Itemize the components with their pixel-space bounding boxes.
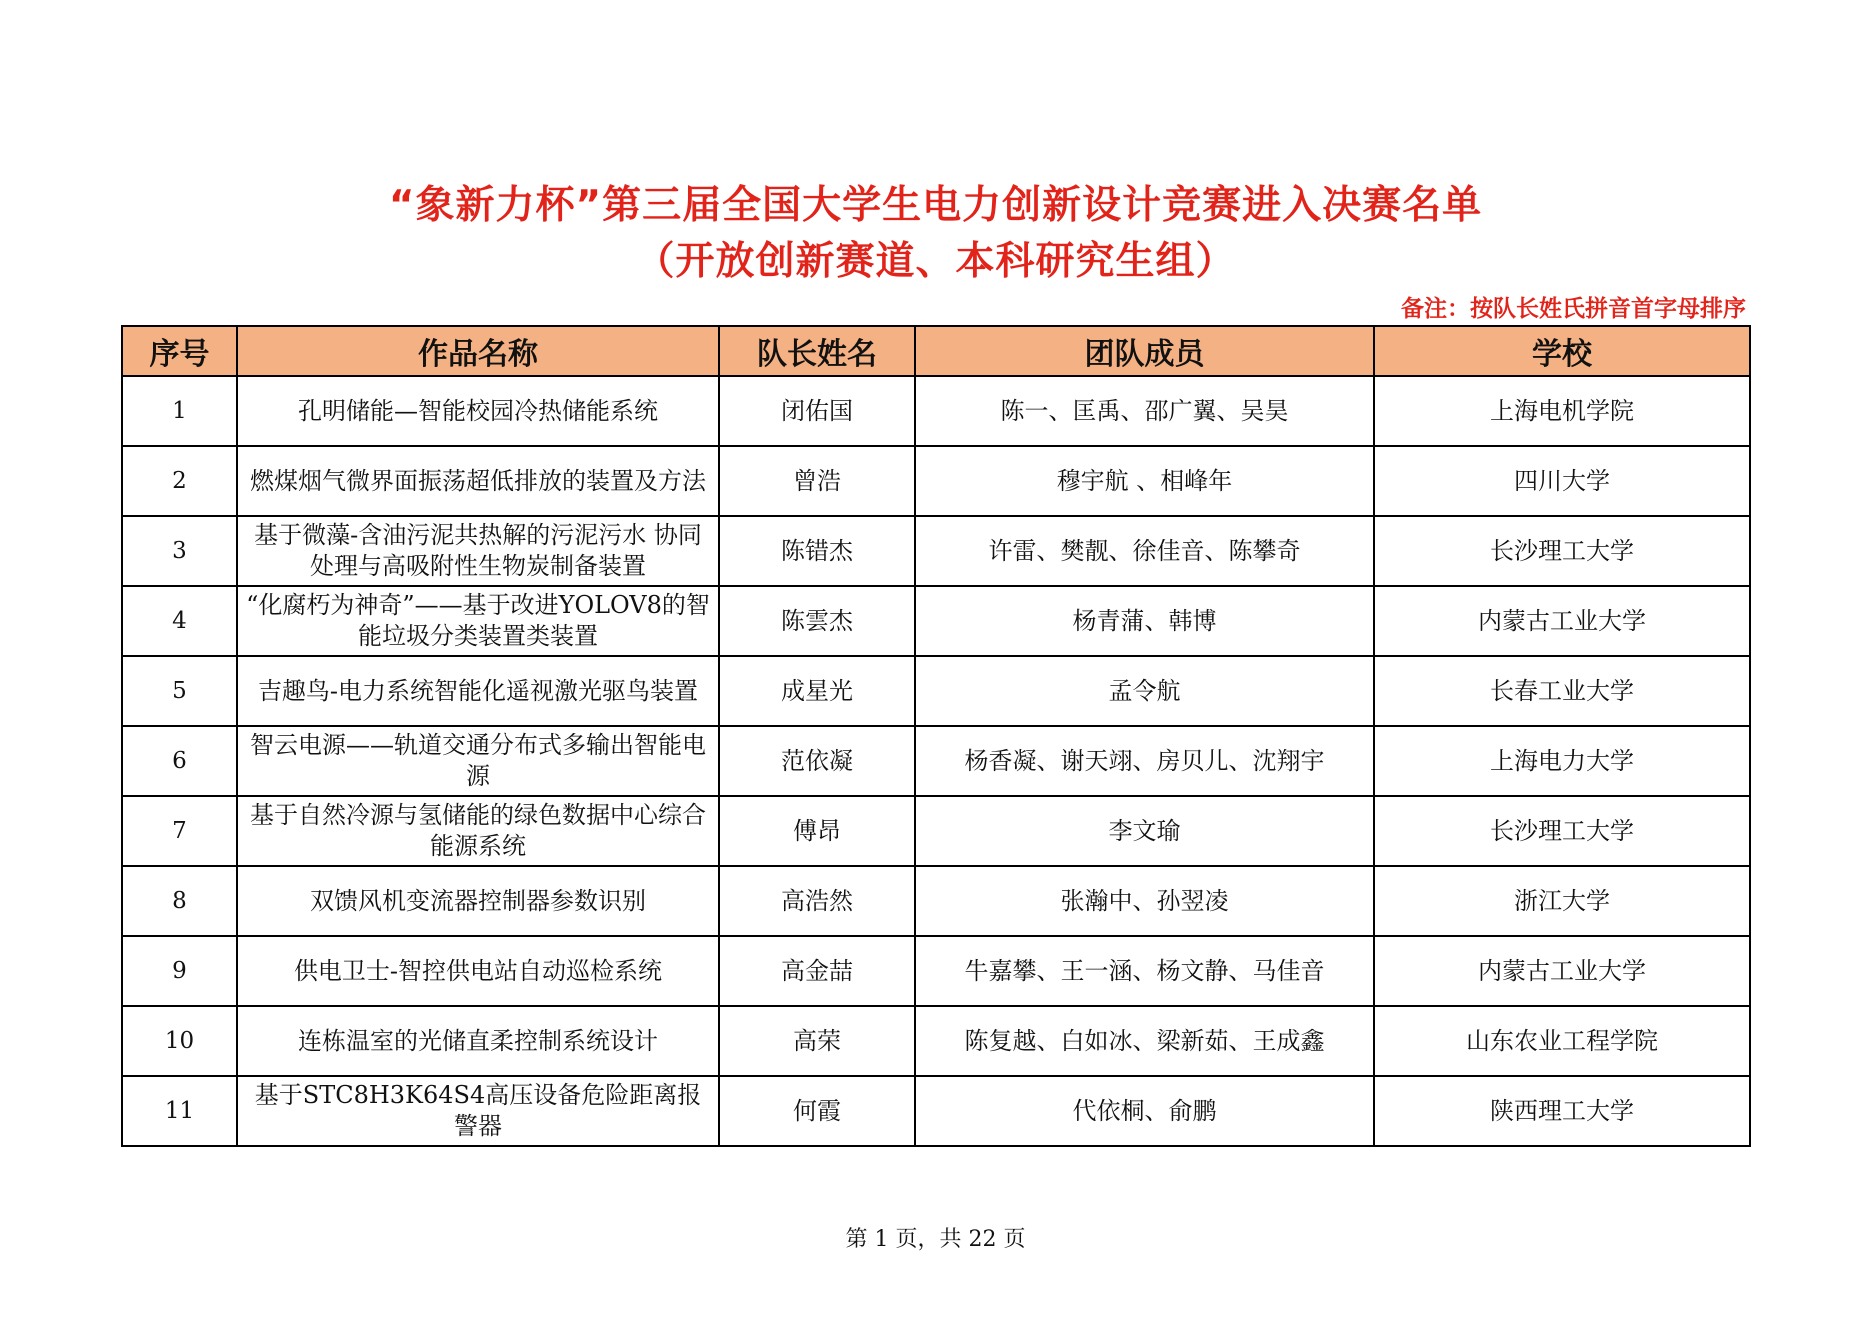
cell-work: 基于微藻-含油污泥共热解的污泥污水 协同处理与高吸附性生物炭制备装置 — [237, 516, 719, 586]
cell-members: 杨香凝、谢天翊、房贝儿、沈翔宇 — [915, 726, 1374, 796]
table-row — [122, 376, 1750, 446]
cell-captain: 何霞 — [719, 1076, 915, 1146]
table-header-row — [122, 326, 1750, 376]
table-row — [122, 866, 1750, 936]
cell-work: 基于自然冷源与氢储能的绿色数据中心综合能源系统 — [237, 796, 719, 866]
page-subtitle: （开放创新赛道、本科研究生组） — [635, 239, 1236, 284]
cell-seq: 4 — [122, 586, 237, 656]
cell-captain: 范依凝 — [719, 726, 915, 796]
table-row — [122, 446, 1750, 516]
cell-captain: 陈雲杰 — [719, 586, 915, 656]
cell-members: 许雷、樊靓、徐佳音、陈攀奇 — [915, 516, 1374, 586]
cell-seq: 2 — [122, 446, 237, 516]
cell-seq: 8 — [122, 866, 237, 936]
header-work: 作品名称 — [237, 326, 719, 376]
cell-captain: 成星光 — [719, 656, 915, 726]
sorting-note: 备注：按队长姓氏拼音首字母排序 — [1401, 296, 1746, 322]
cell-seq: 11 — [122, 1076, 237, 1146]
cell-members: 穆宇航 、相峰年 — [915, 446, 1374, 516]
cell-members: 陈复越、白如冰、梁新茹、王成鑫 — [915, 1006, 1374, 1076]
cell-school: 浙江大学 — [1374, 866, 1750, 936]
cell-school: 陕西理工大学 — [1374, 1076, 1750, 1146]
cell-work: 双馈风机变流器控制器参数识别 — [237, 866, 719, 936]
cell-members: 张瀚中、孙翌凌 — [915, 866, 1374, 936]
table-row — [122, 516, 1750, 586]
finalist-table — [121, 325, 1751, 1147]
cell-school: 山东农业工程学院 — [1374, 1006, 1750, 1076]
cell-school: 长沙理工大学 — [1374, 516, 1750, 586]
header-members: 团队成员 — [915, 326, 1374, 376]
cell-members: 代依桐、俞鹏 — [915, 1076, 1374, 1146]
cell-seq: 3 — [122, 516, 237, 586]
table-row — [122, 586, 1750, 656]
table-row — [122, 1006, 1750, 1076]
cell-school: 内蒙古工业大学 — [1374, 936, 1750, 1006]
cell-captain: 高浩然 — [719, 866, 915, 936]
cell-members: 李文瑜 — [915, 796, 1374, 866]
cell-work: 燃煤烟气微界面振荡超低排放的装置及方法 — [237, 446, 719, 516]
cell-work: “化腐朽为神奇”——基于改进YOLOV8的智能垃圾分类装置类装置 — [237, 586, 719, 656]
table-row — [122, 656, 1750, 726]
cell-work: 连栋温室的光储直柔控制系统设计 — [237, 1006, 719, 1076]
cell-school: 上海电力大学 — [1374, 726, 1750, 796]
cell-seq: 10 — [122, 1006, 237, 1076]
cell-seq: 9 — [122, 936, 237, 1006]
cell-work: 智云电源——轨道交通分布式多输出智能电源 — [237, 726, 719, 796]
page-footer: 第 1 页，共 22 页 — [845, 1227, 1026, 1252]
cell-work: 供电卫士-智控供电站自动巡检系统 — [237, 936, 719, 1006]
table-row — [122, 726, 1750, 796]
cell-captain: 曾浩 — [719, 446, 915, 516]
cell-seq: 5 — [122, 656, 237, 726]
cell-captain: 陈错杰 — [719, 516, 915, 586]
page-title: “象新力杯”第三届全国大学生电力创新设计竞赛进入决赛名单 — [388, 183, 1483, 228]
cell-members: 牛嘉攀、王一涵、杨文静、马佳音 — [915, 936, 1374, 1006]
cell-school: 长春工业大学 — [1374, 656, 1750, 726]
table-body — [122, 376, 1750, 1146]
cell-captain: 高金喆 — [719, 936, 915, 1006]
cell-members: 陈一、匡禹、邵广翼、吴昊 — [915, 376, 1374, 446]
cell-work: 孔明储能—智能校园冷热储能系统 — [237, 376, 719, 446]
cell-seq: 1 — [122, 376, 237, 446]
cell-members: 杨青蒲、韩博 — [915, 586, 1374, 656]
cell-captain: 闭佑国 — [719, 376, 915, 446]
header-captain: 队长姓名 — [719, 326, 915, 376]
cell-work: 吉趣鸟-电力系统智能化遥视激光驱鸟装置 — [237, 656, 719, 726]
table-row — [122, 796, 1750, 866]
header-seq: 序号 — [122, 326, 237, 376]
cell-school: 内蒙古工业大学 — [1374, 586, 1750, 656]
cell-school: 四川大学 — [1374, 446, 1750, 516]
cell-seq: 7 — [122, 796, 237, 866]
cell-members: 孟令航 — [915, 656, 1374, 726]
cell-seq: 6 — [122, 726, 237, 796]
table-row — [122, 1076, 1750, 1146]
cell-work: 基于STC8H3K64S4高压设备危险距离报警器 — [237, 1076, 719, 1146]
header-school: 学校 — [1374, 326, 1750, 376]
cell-school: 上海电机学院 — [1374, 376, 1750, 446]
cell-captain: 傅昂 — [719, 796, 915, 866]
cell-captain: 高荣 — [719, 1006, 915, 1076]
table-row — [122, 936, 1750, 1006]
cell-school: 长沙理工大学 — [1374, 796, 1750, 866]
